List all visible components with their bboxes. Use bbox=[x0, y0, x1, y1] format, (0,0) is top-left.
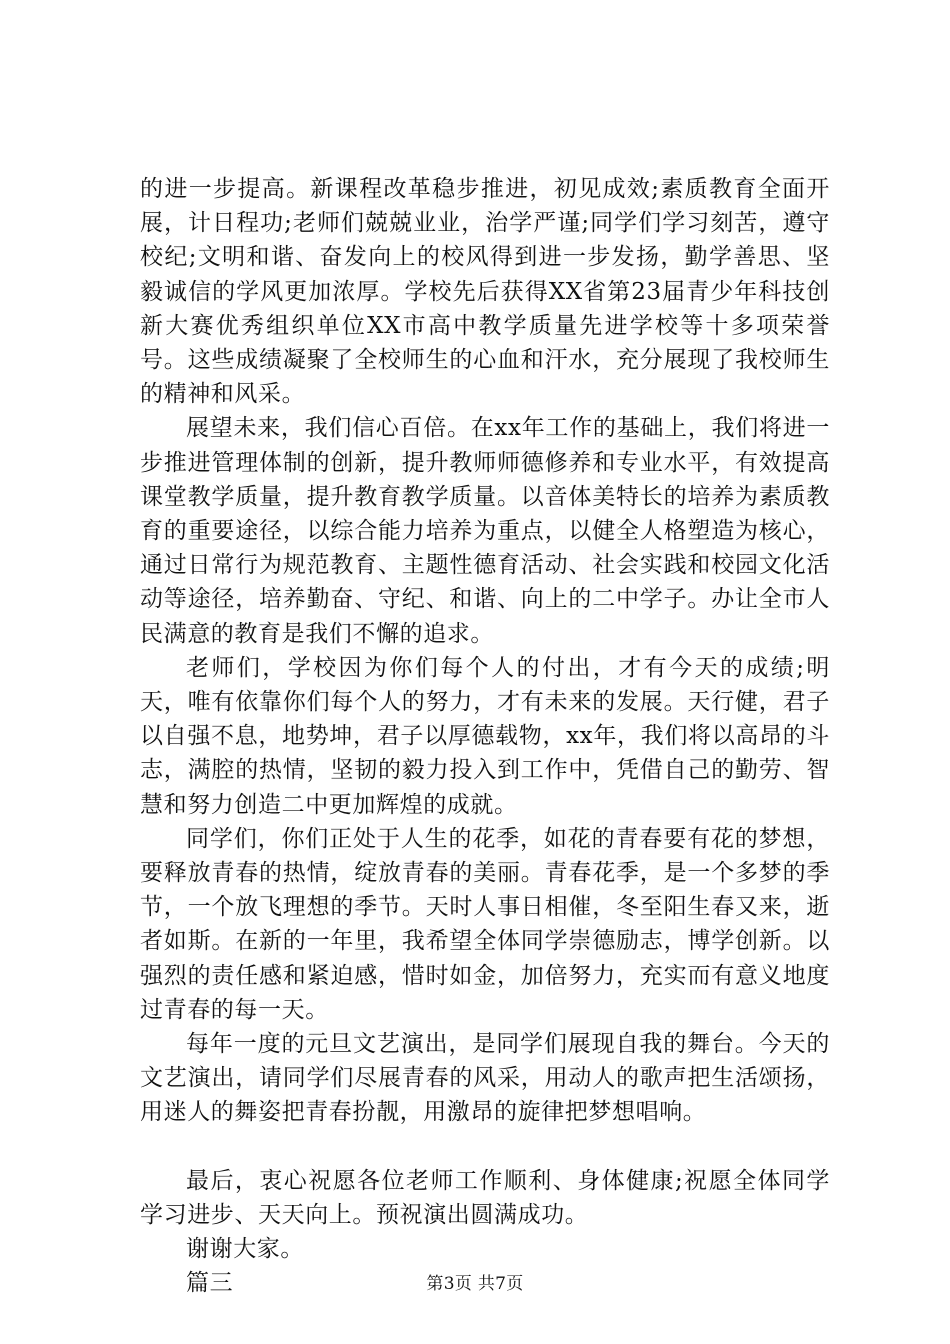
paragraph-outlook: 展望未来，我们信心百倍。在xx年工作的基础上，我们将进一步推进管理体制的创新，提升教师师德修养和专业水平，有效提高课堂教学质量，提升教育教学质量。以音体美特长的培养为素质教育的重要途径，以综合能力培养为重点，以健全人格塑造为核心，通过日常行为规范教育、主题性德育活动、社会实践和校园文化活动等途径，培养勤奋、守纪、和谐、向上的二中学子。办让全市人民满意的教育是我们不懈的追求。 bbox=[140, 415, 830, 647]
paragraph-performance: 每年一度的元旦文艺演出，是同学们展现自我的舞台。今天的文艺演出，请同学们尽展青春的风采，用动人的歌声把生活颂扬，用迷人的舞姿把青春扮靓，用激昂的旋律把梦想唱响。 bbox=[140, 1031, 830, 1126]
paragraph-closing-wishes: 最后，衷心祝愿各位老师工作顺利、身体健康;祝愿全体同学学习进步、天天向上。预祝演出圆满成功。 bbox=[140, 1167, 830, 1228]
page-footer: 第3页 共7页 bbox=[426, 1274, 524, 1294]
document-body bbox=[140, 172, 830, 1301]
paragraph-thanks: 谢谢大家。 bbox=[186, 1236, 304, 1263]
paragraph-teachers: 老师们，学校因为你们每个人的付出，才有今天的成绩;明天，唯有依靠你们每个人的努力，才有未来的发展。天行健，君子以自强不息，地势坤，君子以厚德载物，xx年，我们将以高昂的斗志，满腔的热情，坚韧的毅力投入到工作中，凭借自己的勤劳、智慧和努力创造二中更加辉煌的成就。 bbox=[140, 654, 830, 818]
paragraph-students: 同学们，你们正处于人生的花季，如花的青春要有花的梦想，要释放青春的热情，绽放青春的美丽。青春花季，是一个多梦的季节，一个放飞理想的季节。天时人事日相催，冬至阳生春又来，逝者如斯。在新的一年里，我希望全体同学崇德励志，博学创新。以强烈的责任感和紧迫感，惜时如金，加倍努力，充实而有意义地度过青春的每一天。 bbox=[140, 825, 830, 1023]
blank-line bbox=[140, 1130, 830, 1164]
section-heading-part-three: 篇三 bbox=[186, 1270, 234, 1297]
paragraph-continuation: 的进一步提高。新课程改革稳步推进，初见成效;素质教育全面开展，计日程功;老师们兢兢业业，治学严谨;同学们学习刻苦，遵守校纪;文明和谐、奋发向上的校风得到进一步发扬，勤学善思、坚毅诚信的学风更加浓厚。学校先后获得XX省第23届青少年科技创新大赛优秀组织单位XX市高中教学质量先进学校等十多项荣誉号。这些成绩凝聚了全校师生的心血和汗水，充分展现了我校师生的精神和风采。 bbox=[140, 176, 830, 408]
